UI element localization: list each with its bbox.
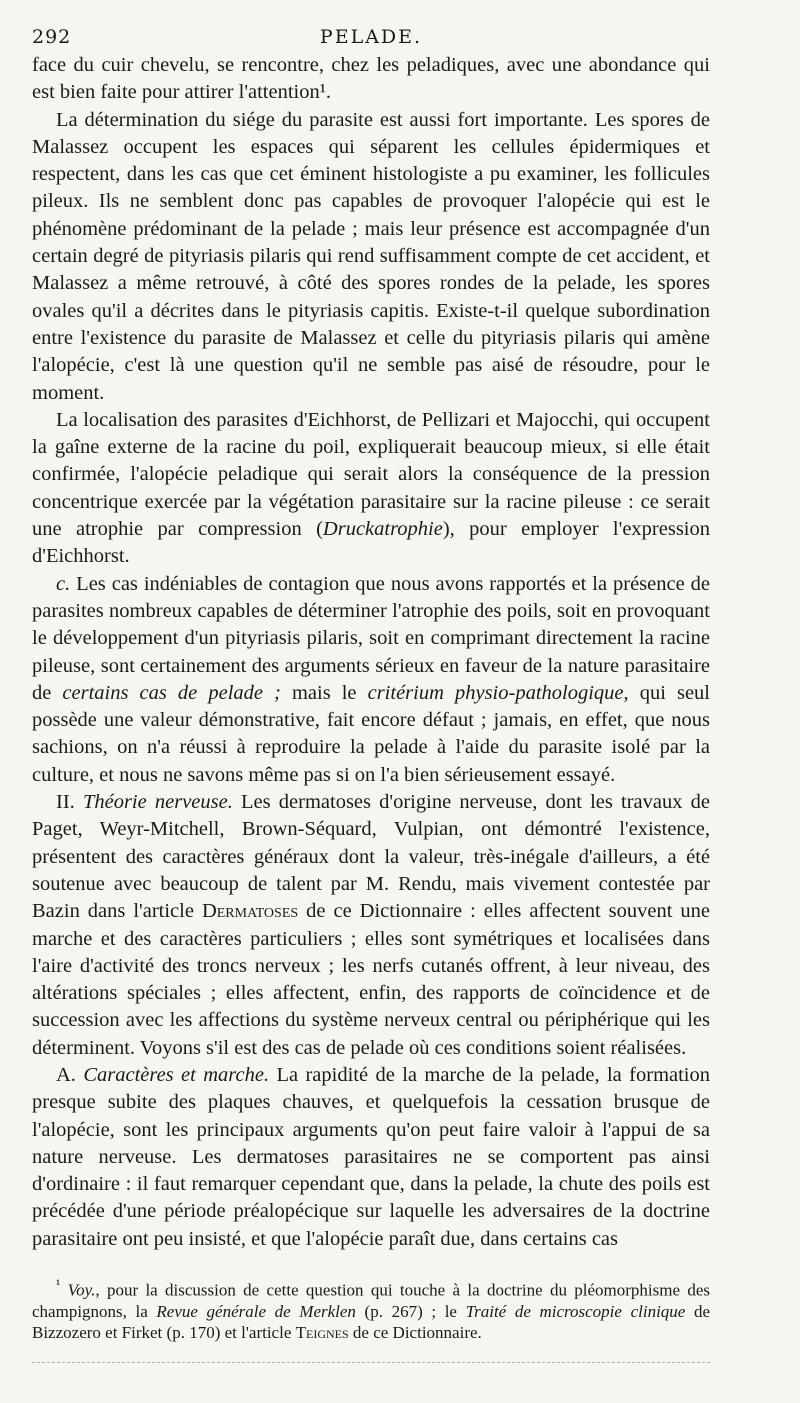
italic-term: Druckatrophie [322, 518, 443, 541]
paragraph-text: de ce Dictionnaire : elles affectent souvent une marche et des caractères particuliers ; elles sont symétriques et localisées dans l'aire d'activité des troncs nerveux ; les nerfs cutanés offrent, à leur niveau, des altérations spéciales ; elles affectent, enfin, des rapports de coïncidence et de succession avec les affections du système nerveux central ou périphérique qui les déterminent. Voyons s'il est des cas de pelade où ces conditions soient réalisées. [32, 900, 710, 1059]
section-marker: A. [56, 1063, 76, 1086]
paragraph-text: Les cas indéniables de contagion que nous avons rapportés et la présence de parasites nombreux capables de déterminer l'atrophie des poils, soit en provoquant le développement d'un pityriasis pilaris, soit en comprimant directement la racine pileuse, sont certainement des arguments sérieux en faveur de la nature parasitaire de [32, 572, 710, 704]
footnote-text: (p. 267) ; le [355, 1301, 466, 1321]
paragraph-text: Les dermatoses d'origine nerveuse, dont les travaux de Paget, Weyr-Mitchell, Brown-Séquard, Vulpian, ont démontré l'existence, présentent des caractères généraux dont la valeur, très-inégale d'ailleurs, a été soutenue avec beaucoup de talent par M. Rendu, mais vivement contestée par Bazin dans l'article [32, 791, 711, 923]
footnote-text: de ce Dictionnaire. [348, 1322, 482, 1342]
paragraph-text: mais le [280, 681, 368, 704]
footnotes [32, 1275, 710, 1343]
body-text [32, 52, 710, 1253]
article-reference: Teignes [295, 1322, 349, 1342]
italic-term: Voy. [67, 1280, 96, 1300]
section-marker: II. [56, 791, 75, 814]
footnote-text: , pour la discussion de cette question qui touche à la doctrine du pléomorphisme des champignons, la [32, 1280, 710, 1321]
section-marker: c. [56, 572, 71, 595]
page-header [32, 22, 710, 52]
paragraph-eichhorst [32, 407, 710, 571]
paragraph-text: , qui seul possède une valeur démonstrative, fait encore défaut ; jamais, en effet, que nous sachions, on n'a réussi à reproduire la pelade à l'aide du parasite isolé par la culture, et nous ne savons même pas si on l'a bien sérieusement essayé. [32, 681, 710, 786]
paragraph-continuation [32, 52, 710, 107]
paragraph-text: La rapidité de la marche de la pelade, la formation presque subite des plaques chauves, et quelquefois la cessation brusque de l'alopécie, sont les principaux arguments qu'on peut faire valoir à l'appui de sa nature nerveuse. Les dermatoses parasitaires ne se comportent pas ainsi d'ordinaire : il faut remarquer cependant que, dans la pelade, la chute des poils est précédée d'une période préalopécique sur laquelle les adversaires de la doctrine parasitaire ont peu insisté, et que l'alopécie paraît due, dans certains cas [32, 1063, 711, 1250]
italic-term: Traité de microscopie clinique [465, 1301, 686, 1321]
running-title: PELADE. [319, 26, 423, 48]
footnote-marker: ¹ [56, 1277, 61, 1294]
paragraph-malassez [32, 107, 710, 407]
paragraph-contagion [32, 571, 710, 789]
article-reference: Dermatoses [201, 900, 299, 923]
page-number: 292 [32, 26, 72, 48]
footnote [32, 1275, 710, 1343]
paragraph-text: La localisation des parasites d'Eichhorst, de Pellizari et Majocchi, qui occupent la gaîne externe de la racine du poil, expliquerait beaucoup mieux, si elle était confirmée, l'alopécie peladique qui serait alors la conséquence de la pression concentrique exercée par la végétation parasitaire sur la racine pileuse : ce serait une atrophie par compression ( [32, 408, 710, 541]
italic-term: certains cas de pelade ; [62, 681, 281, 704]
italic-term: critérium physio-pathologique [367, 681, 624, 704]
page-bottom-rule [32, 1362, 710, 1363]
paragraph-text: ), pour employer l'expression d'Eichhorst. [32, 518, 710, 568]
paragraph-text: La détermination du siége du parasite est aussi fort importante. Les spores de Malassez occupent les espaces qui séparent les cellules épidermiques et respectent, dans les cas que cet éminent histologiste a pu examiner, les follicules pileux. Ils ne semblent donc pas capables de provoquer l'alopécie qui est le phénomène prédominant de la pelade ; mais leur présence est accompagnée d'un certain degré de pityriasis pilaris qui rend suffisamment compte de cet accident, et Malassez a même retrouvé, à côté des spores rondes de la pelade, les spores ovales qu'il a décrites dans le pityriasis capitis. Existe-t-il quelque subordination entre l'existence du parasite de Malassez et celle du pityriasis pilaris qui amène l'alopécie, c'est là une question qu'il ne semble pas aisé de résoudre, pour le moment. [32, 108, 710, 404]
section-heading: Théorie nerveuse. [74, 791, 233, 814]
paragraph-text: face du cuir chevelu, se rencontre, chez les peladiques, avec une abondance qui est bien faite pour attirer l'attention¹. [32, 54, 710, 104]
section-heading: Caractères et marche. [75, 1063, 270, 1086]
footnote-text: de Bizzozero et Firket (p. 170) et l'article [32, 1301, 711, 1342]
paragraph-caracteres-marche [32, 1062, 710, 1253]
paragraph-theorie-nerveuse [32, 789, 710, 1062]
italic-term: Revue générale de Merklen [156, 1301, 356, 1321]
